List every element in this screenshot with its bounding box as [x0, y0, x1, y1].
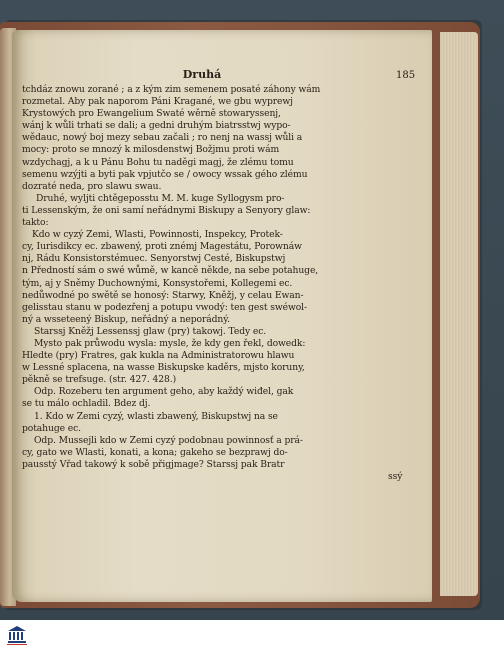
text-line: dozraté neda, pro slawu swau. [22, 180, 162, 192]
page-text [22, 84, 422, 483]
text-line: nj, Rádu Konsistorstémuec. Senyorstwj Cesté, Biskupstwj [22, 253, 286, 265]
text-line: w Lessné splacena, na wasse Biskupske kaděrs, mjsto koruny, [22, 362, 305, 374]
text-line: tchdáz znowu zorané ; a z kým zim semenem posaté záhony wám [22, 84, 321, 95]
text-line: ssý [388, 471, 403, 482]
page-number: 185 [396, 70, 416, 81]
text-line: semenu wzýjti a byti pak vpjutčo se / owocy wssak gého zlému [22, 168, 308, 180]
text-line: Kdo w cyzý Zemi, Wlasti, Powinnosti, Inspekcy, Protek- [32, 229, 283, 241]
text-line: gelisstau stanu w podezřenj a potupu vwodý: ten gest swéwol- [22, 301, 308, 313]
text-line: Hledte (pry) Fratres, gak kukla na Administratorowu hlawu [22, 350, 295, 362]
text-line: potahuge ec. [22, 422, 81, 434]
text-line: pěkně se trefsuge. (str. 427. 428.) [22, 374, 177, 386]
text-line: tým, aj y Sněmy Duchownými, Konsystořemi, Kollegemi ec. [22, 277, 293, 289]
text-line: takto: [22, 217, 49, 229]
text-line: ný a wsseteený Biskup, neřádný a neporádný. [22, 313, 230, 325]
text-line: cy, gato we Wlasti, konati, a kona; gakeho se bezprawj do- [22, 446, 288, 458]
text-line: se tu málo ochladil. Bdez dj. [22, 398, 151, 410]
text-line: Odp. Mussejli kdo w Zemi cyzý podobnau powinnosť a prá- [34, 434, 303, 446]
page-edges [440, 32, 478, 596]
text-line: Druhé, wyljti chtěgeposstu M. M. kuge Syllogysm pro- [36, 192, 285, 204]
library-logo-icon [4, 623, 30, 648]
text-line: cy, Iurisdikcy ec. zbawený, proti znémj Magestátu, Porownáw [22, 241, 302, 253]
text-line: Krystowých pro Ewangelium Swaté wěrně stowaryssenj, [22, 108, 281, 120]
text-line: wzdychagj, a k u Pánu Bohu tu naděgi magj, že zlému tomu [22, 156, 294, 168]
text-line: n Předností sám o swé wůmě, w kancě někde, na sebe potahuge, [22, 265, 319, 277]
text-line: mocy: proto se mnozý k milosdenstwj Božjmu proti wám [22, 144, 280, 156]
text-line: Starssj Kněžj Lessenssj glaw (pry) takowj. Tedy ec. [34, 325, 267, 337]
text-line: pausstý Vřad takowý k sobě přigjmage? Starssj pak Bratr [22, 458, 285, 470]
text-line: wědauc, nowý boj mezy sebau začali ; ro nenj na wassj wůli a [22, 132, 303, 144]
text-line: 1. Kdo w Zemi cyzý, wlasti zbawený, Biskupstwj na se [34, 410, 278, 422]
text-line: ti Lessenským, že oni samí neřádnymi Biskupy a Senyory glaw: [22, 204, 311, 216]
text-line: Odp. Rozeberu ten argument geho, aby každý wiđel, gak [34, 386, 294, 398]
running-head: Druhá [182, 68, 222, 81]
text-line: rozmetal. Aby pak naporom Páni Kragané, we gbu wyprewj [22, 96, 293, 108]
text-line: nedůwodné po swětě se honosý: Starwy, Kněžj, y celau Ewan- [22, 289, 304, 301]
footer-bar [0, 620, 504, 651]
text-line: Mysto pak průwodu wysla: mysle, že kdy gen řekl, dowedk: [34, 337, 306, 349]
text-line: wánj k wůli trhati se dali; a gedni druhým biatrsstwj wypo- [22, 120, 291, 132]
